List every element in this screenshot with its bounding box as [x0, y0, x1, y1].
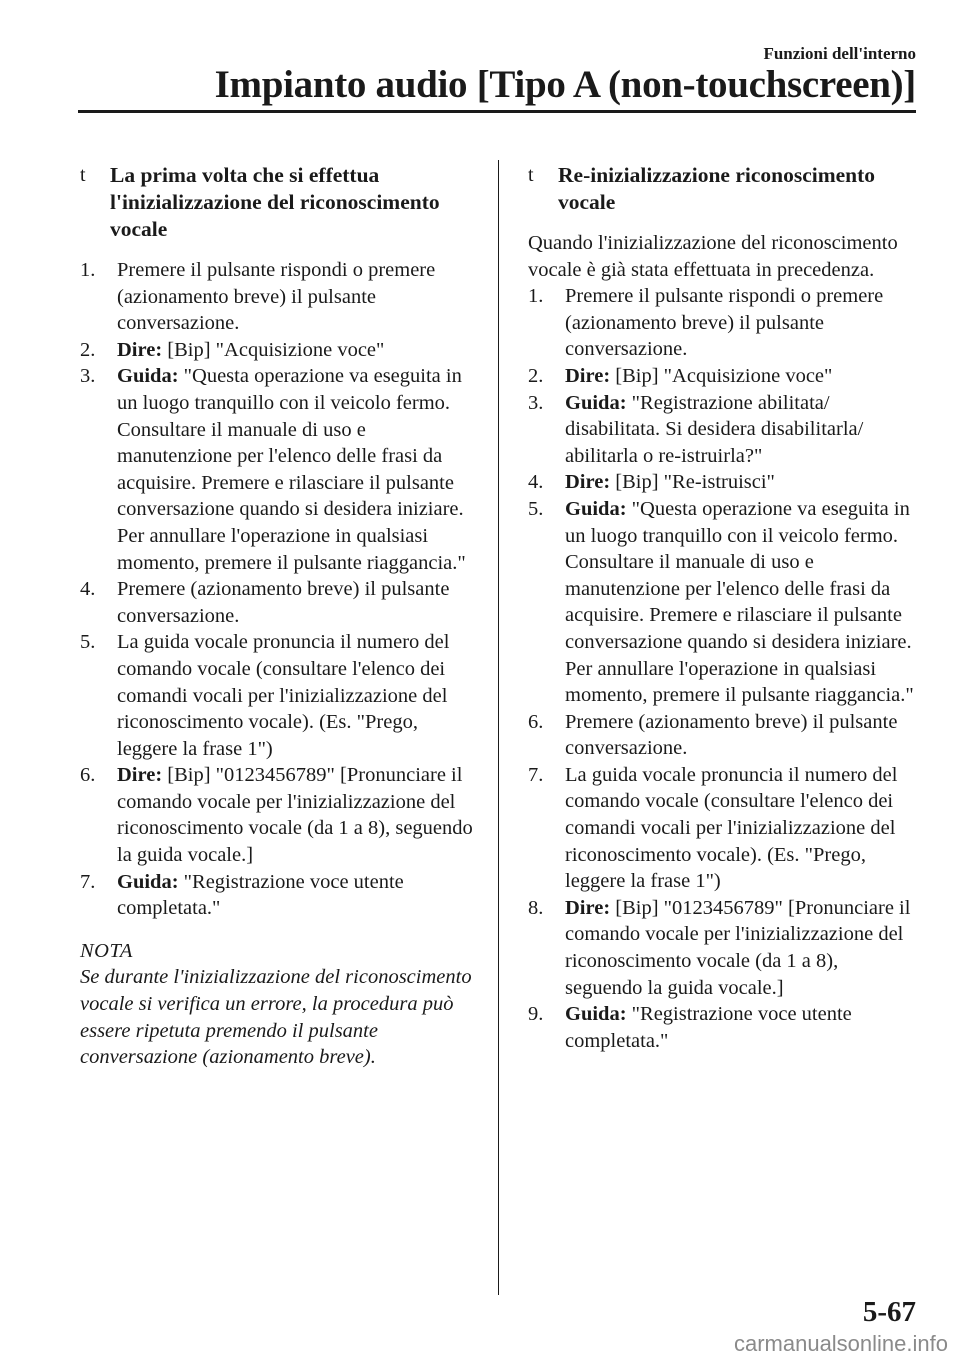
- step-number: 7.: [80, 870, 96, 893]
- step-text: "Questa operazione va eseguita in un luogo tranquillo con il veicolo fermo. Consultare il manuale di uso e manutenzione per l'elenco delle frasi da acquisire. Premere e rilasciare il pulsante conversazione quando si desidera iniziare. Per annullare l'operazione in qualsiasi momento, premere il pulsante riaggancia.": [565, 497, 914, 707]
- column-divider: [498, 160, 499, 1295]
- step-item: [528, 496, 918, 709]
- section-marker-icon: t: [528, 164, 534, 186]
- step-text: Premere (azionamento breve) il pulsante conversazione.: [565, 710, 898, 760]
- page-title: Impianto audio [Tipo A (non-touchscreen)]: [214, 63, 916, 106]
- running-header-section: Funzioni dell'interno: [763, 44, 916, 63]
- step-item: [80, 337, 475, 364]
- step-item: [80, 363, 475, 576]
- step-label: Guida:: [565, 1003, 627, 1026]
- step-number: 2.: [528, 364, 544, 387]
- step-number: 2.: [80, 338, 96, 361]
- step-item: [528, 762, 918, 895]
- step-label: Guida:: [117, 870, 179, 893]
- step-text: "Registrazione abilitata/ disabilitata. Si desidera disabilitarla/ abilitarla o re-istruirla?": [565, 391, 864, 467]
- step-text: [Bip] "Acquisizione voce": [167, 338, 385, 361]
- step-number: 4.: [80, 578, 96, 601]
- step-label: Guida:: [117, 365, 179, 388]
- step-item: [80, 869, 475, 922]
- step-item: [80, 576, 475, 629]
- step-number: 9.: [528, 1003, 544, 1026]
- header-rule: [78, 110, 916, 113]
- step-text: La guida vocale pronuncia il numero del comando vocale (consultare l'elenco dei comandi vocali per l'inizializzazione del riconoscimento vocale). (Es. "Prego, leggere la frase 1"): [565, 763, 898, 893]
- step-number: 6.: [80, 764, 96, 787]
- step-label: Guida:: [565, 391, 627, 414]
- note-text: Se durante l'inizializzazione del riconoscimento vocale si verifica un errore, la procedura può essere ripetuta premendo il pulsante conversazione (azionamento breve).: [80, 966, 472, 1069]
- section-heading-text: La prima volta che si effettua l'inizializzazione del riconoscimento vocale: [110, 163, 440, 241]
- section-heading-first-initialization: [80, 162, 475, 243]
- step-item: [528, 390, 918, 470]
- step-number: 4.: [528, 471, 544, 494]
- step-number: 5.: [528, 497, 544, 520]
- steps-list-reinitialization: [528, 283, 918, 1054]
- section-marker-icon: t: [80, 164, 86, 186]
- watermark: carmanualsonline.info: [733, 1331, 948, 1356]
- step-item: [528, 469, 918, 496]
- step-item: [528, 283, 918, 363]
- step-label: Dire:: [565, 471, 611, 494]
- step-label: Guida:: [565, 497, 627, 520]
- step-item: [528, 709, 918, 762]
- section-heading-reinitialization: [528, 162, 918, 216]
- step-text: "Registrazione voce utente completata.": [565, 1003, 852, 1052]
- note-title: NOTA: [80, 939, 133, 962]
- step-item: [528, 363, 918, 390]
- step-number: 6.: [528, 710, 544, 733]
- step-text: "Registrazione voce utente completata.": [117, 870, 404, 920]
- step-text: [Bip] "Re-istruisci": [615, 471, 775, 494]
- step-text: "Questa operazione va eseguita in un luogo tranquillo con il veicolo fermo. Consultare il manuale di uso e manutenzione per l'elenco delle frasi da acquisire. Premere e rilasciare il pulsante conversazione quando si desidera iniziare. Per annullare l'operazione in qualsiasi momento, premere il pulsante riaggancia.": [117, 365, 466, 574]
- step-item: [80, 257, 475, 337]
- step-text: [Bip] "Acquisizione voce": [615, 364, 833, 387]
- section-heading-text: Re-inizializzazione riconoscimento vocale: [558, 163, 876, 214]
- step-number: 7.: [528, 763, 544, 786]
- steps-list-first-initialization: [80, 257, 475, 922]
- step-number: 5.: [80, 631, 96, 654]
- step-text: Premere il pulsante rispondi o premere (azionamento breve) il pulsante conversazione.: [565, 285, 884, 361]
- step-item: [80, 629, 475, 762]
- right-column: [528, 162, 918, 1054]
- step-item: [80, 762, 475, 868]
- note-box: [80, 938, 475, 1071]
- step-label: Dire:: [565, 896, 611, 919]
- step-item: [528, 1001, 918, 1054]
- step-label: Dire:: [117, 764, 163, 787]
- step-text: La guida vocale pronuncia il numero del comando vocale (consultare l'elenco dei comandi vocali per l'inizializzazione del riconoscimento vocale). (Es. "Prego, leggere la frase 1"): [117, 631, 450, 760]
- step-text: Premere il pulsante rispondi o premere (azionamento breve) il pulsante conversazione.: [117, 259, 436, 335]
- step-number: 3.: [80, 365, 96, 388]
- step-number: 8.: [528, 896, 544, 919]
- step-number: 1.: [80, 259, 96, 281]
- left-column: [80, 162, 475, 1071]
- step-number: 1.: [528, 285, 544, 308]
- section-intro: Quando l'inizializzazione del riconoscimento vocale è già stata effettuata in precedenza.: [528, 232, 898, 281]
- step-number: 3.: [528, 391, 544, 414]
- step-label: Dire:: [565, 364, 611, 387]
- step-text: [Bip] "0123456789" [Pronunciare il comando vocale per l'inizializzazione del riconoscimento vocale (da 1 a 8), seguendo la guida vocale.]: [565, 896, 911, 999]
- step-text: Premere (azionamento breve) il pulsante conversazione.: [117, 578, 450, 627]
- page-number: 5-67: [862, 1296, 916, 1328]
- step-item: [528, 895, 918, 1001]
- step-label: Dire:: [117, 338, 163, 361]
- step-text: [Bip] "0123456789" [Pronunciare il comando vocale per l'inizializzazione del riconoscimento vocale (da 1 a 8), seguendo la guida vocale.]: [117, 764, 473, 867]
